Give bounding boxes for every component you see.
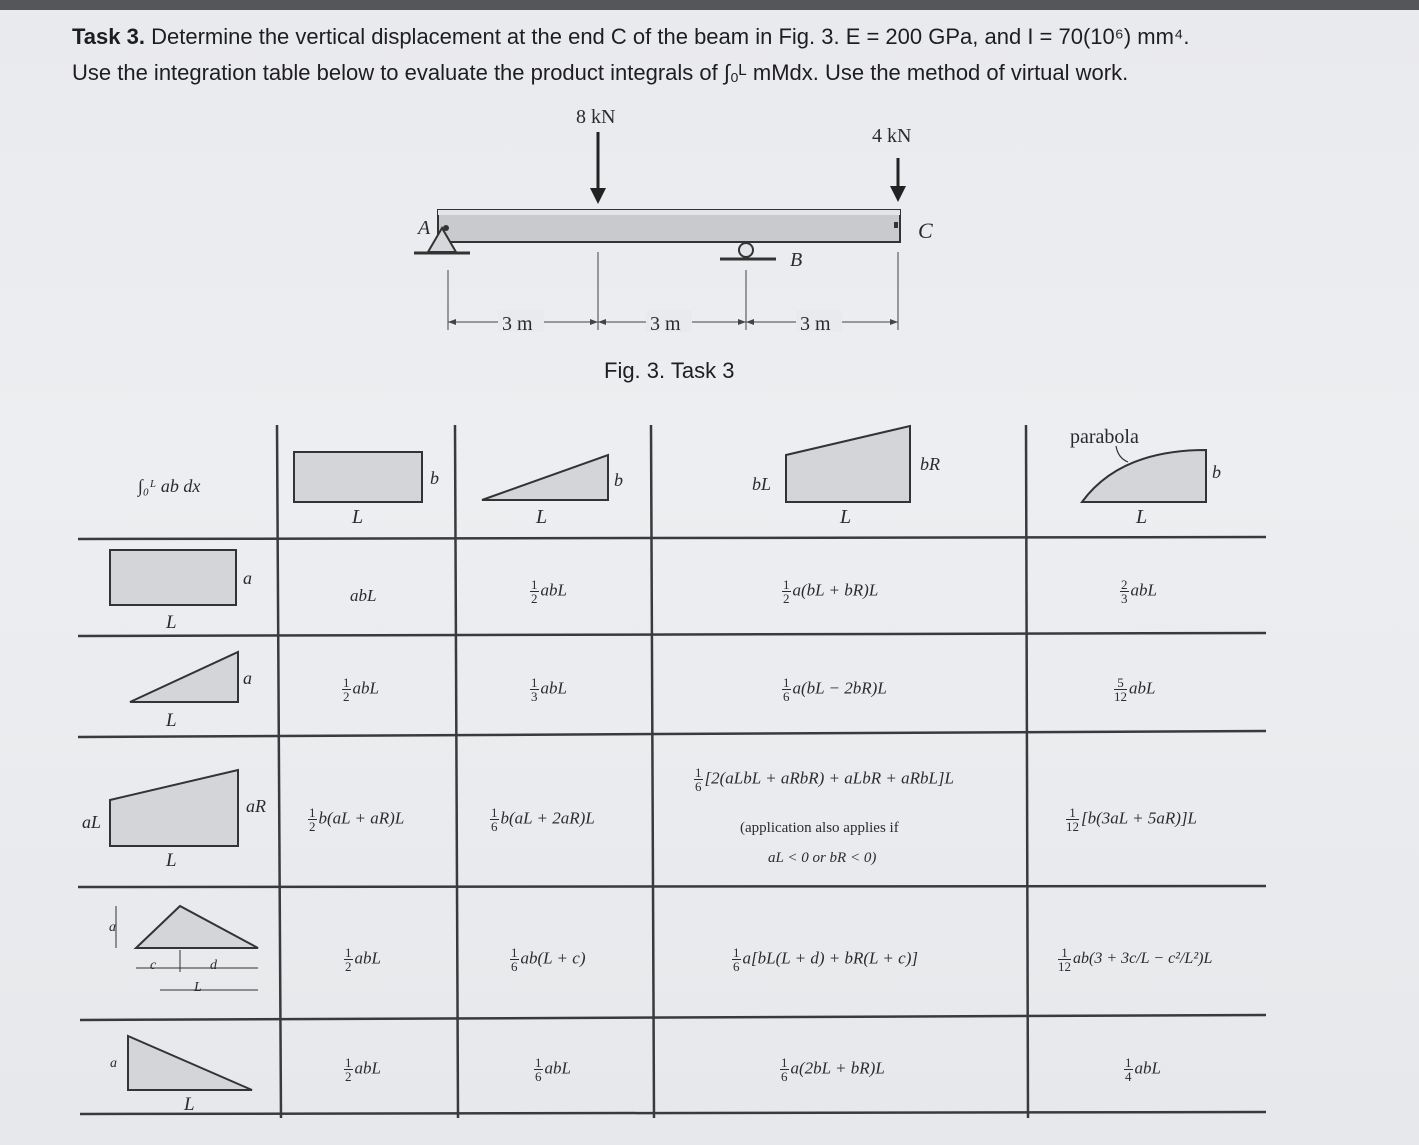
task-label: Task 3. xyxy=(72,24,145,49)
label-b: B xyxy=(790,249,803,271)
cell-r5c4: $\frac{1}{4}$ abL xyxy=(1125,1055,1161,1084)
cell-r5c1: $\frac{1}{2}$ abL xyxy=(345,1055,381,1084)
cell-r1c1: abL xyxy=(350,586,377,605)
cell-r3c4: $\frac{1}{12}$ [b(3aL + 5aR)]L xyxy=(1066,805,1198,834)
col1-L: L xyxy=(352,506,364,528)
row4-L: L xyxy=(194,980,202,995)
row3-L: L xyxy=(166,850,177,871)
row5-L: L xyxy=(184,1094,195,1115)
cell-r3c2: $\frac{1}{6}$ b(aL + 2aR)L xyxy=(491,805,595,834)
col1-b: b xyxy=(430,468,439,488)
load-4kn-label: 4 kN xyxy=(872,125,912,147)
row4-d: d xyxy=(210,958,217,973)
dim-bc: 3 m xyxy=(800,313,831,335)
cell-r4c2: $\frac{1}{6}$ ab(L + c) xyxy=(511,945,586,974)
row5-a: a xyxy=(110,1056,117,1071)
label-c: C xyxy=(918,218,933,243)
cell-r3c1: $\frac{1}{2}$ b(aL + aR)L xyxy=(309,805,405,834)
cell-r5c3: $\frac{1}{6}$ a(2bL + bR)L xyxy=(781,1055,885,1084)
figure-caption: Fig. 3. Task 3 xyxy=(604,358,735,383)
row4-a: a xyxy=(109,920,116,935)
col4-parabola: parabola xyxy=(1070,426,1139,448)
col3-L: L xyxy=(840,506,852,528)
task-statement: Determine the vertical displacement at the end C of the beam in Fig. 3. E = 200 GPa, and I = 70(10⁶) mm⁴. xyxy=(151,24,1190,49)
cell-r1c4: $\frac{2}{3}$ abL xyxy=(1121,577,1157,606)
row4-c: c xyxy=(150,958,157,973)
dim-ab-2: 3 m xyxy=(650,313,681,335)
cell-r1c3: $\frac{1}{2}$ a(bL + bR)L xyxy=(783,577,879,606)
corner-integral-label: ∫₀ᴸ ab dx xyxy=(138,476,201,496)
cell-r3c3: $\frac{1}{6}$ [2(aLbL + aRbR) + aLbR + aRbL]L xyxy=(695,765,954,794)
cell-r4c4: $\frac{1}{12}$ ab(3 + 3c/L − c²/L²)L xyxy=(1058,945,1213,974)
row3-aL: aL xyxy=(82,812,102,832)
cell-r3c3-note-1: (application also applies if xyxy=(740,820,899,836)
cell-r3c3-note-2: aL < 0 or bR < 0) xyxy=(768,850,877,866)
cell-r5c2: $\frac{1}{6}$ abL xyxy=(535,1055,571,1084)
cell-r2c2: $\frac{1}{3}$ abL xyxy=(531,675,567,704)
col4-L: L xyxy=(1136,506,1148,528)
cell-r4c3: $\frac{1}{6}$ a[bL(L + d) + bR(L + c)] xyxy=(733,945,918,974)
row1-L: L xyxy=(166,612,177,633)
task-line-2: Use the integration table below to evaluate the product integrals of ∫₀ᴸ mMdx. Use the method of virtual work. xyxy=(72,60,1129,85)
cell-r1c2: $\frac{1}{2}$ abL xyxy=(531,577,567,606)
label-a: A xyxy=(418,217,431,239)
col2-b: b xyxy=(614,470,623,490)
col4-b: b xyxy=(1212,462,1221,482)
cell-r2c1: $\frac{1}{2}$ abL xyxy=(343,675,379,704)
row2-a: a xyxy=(243,668,252,688)
cell-r4c1: $\frac{1}{2}$ abL xyxy=(345,945,381,974)
row2-L: L xyxy=(166,710,177,731)
col3-bL: bL xyxy=(752,474,772,494)
cell-r2c3: $\frac{1}{6}$ a(bL − 2bR)L xyxy=(783,675,887,704)
cell-r2c4: $\frac{5}{12}$ abL xyxy=(1114,675,1156,704)
dim-ab-1: 3 m xyxy=(502,313,533,335)
col3-bR: bR xyxy=(920,454,940,474)
row1-a: a xyxy=(243,568,252,588)
row3-aR: aR xyxy=(246,796,266,816)
col2-L: L xyxy=(536,506,548,528)
load-8kn-label: 8 kN xyxy=(576,106,616,128)
